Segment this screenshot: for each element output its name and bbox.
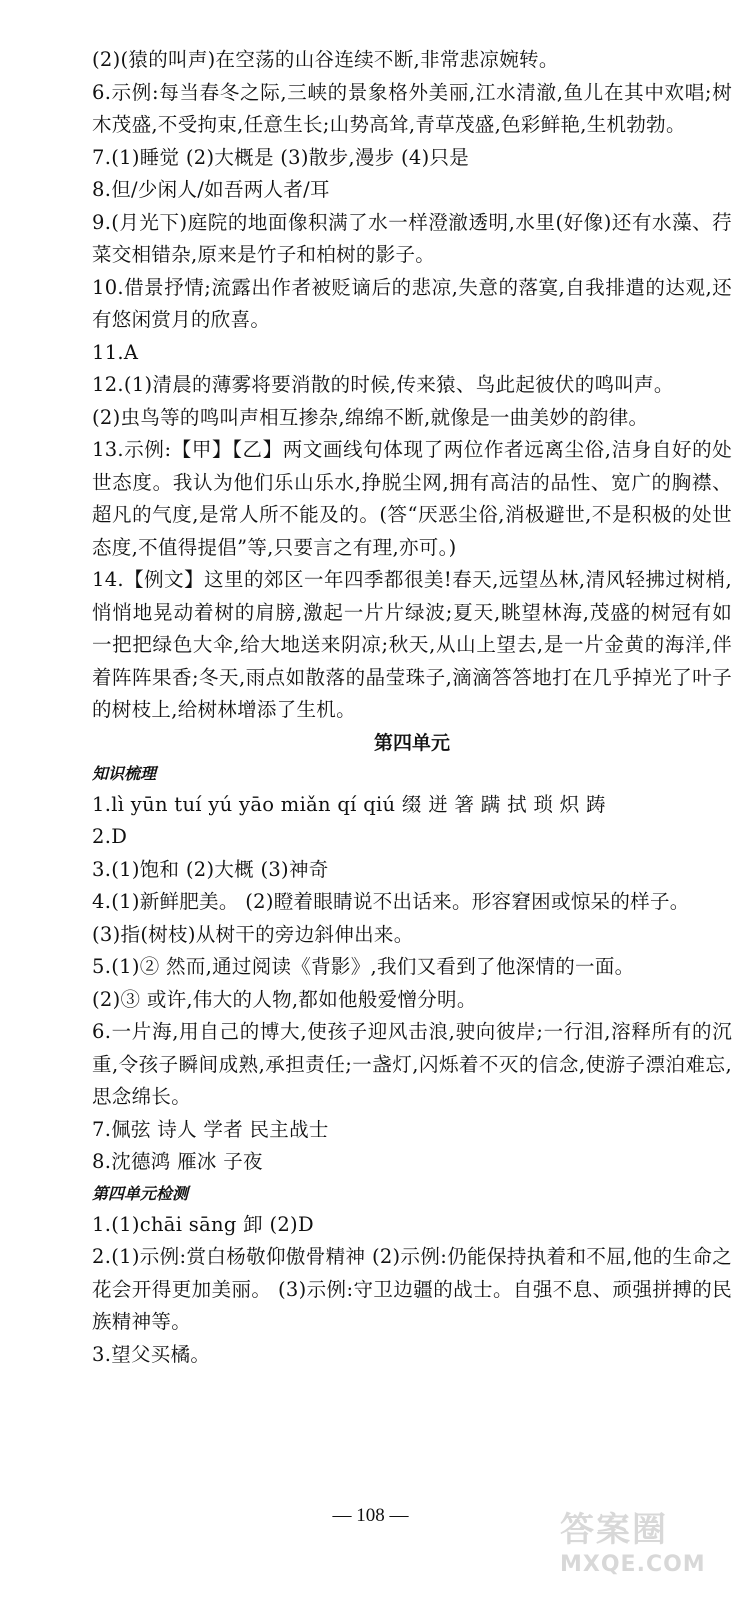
- answer-page: [92, 44, 732, 1371]
- unit-title: 第四单元: [373, 731, 450, 754]
- answer-line: 3.望父买橘。: [92, 1342, 211, 1366]
- answer-line: 11.A: [92, 340, 139, 364]
- answer-line: 12.(1)清晨的薄雾将要消散的时候,传来猿、鸟此起彼伏的鸣叫声。: [92, 373, 674, 396]
- answer-line: 3.(1)饱和 (2)大概 (3)神奇: [92, 857, 329, 881]
- answer-line: 2.(1)示例:赏白杨敬仰傲骨精神 (2)示例:仍能保持执着和不屈,他的生命之花会开得更加美丽。 (3)示例:守卫边疆的战士。自强不息、顽强拼搏的民族精神等。: [92, 1245, 732, 1333]
- answer-line: (2)虫鸟等的鸣叫声相互掺杂,绵绵不断,就像是一曲美妙的韵律。: [92, 405, 649, 429]
- section-heading: 第四单元检测: [92, 1183, 189, 1203]
- page-number: — 108 —: [332, 1505, 409, 1526]
- answer-line: 2.D: [92, 825, 128, 848]
- watermark-bottom: MXQE.COM: [560, 1552, 706, 1577]
- answer-line: 7.佩弦 诗人 学者 民主战士: [92, 1117, 329, 1141]
- answer-line: 6.一片海,用自己的博大,使孩子迎风击浪,驶向彼岸;一行泪,溶释所有的沉重,令孩子瞬间成熟,承担责任;一盏灯,闪烁着不灭的信念,使游子漂泊难忘,思念绵长。: [92, 1020, 732, 1108]
- answer-line: (3)指(树枝)从树干的旁边斜伸出来。: [92, 922, 414, 946]
- answer-line: 1.lì yūn tuí yú yāo miǎn qí qiú 缀 迸 箸 蹒 拭 琐 炽 踌: [92, 792, 606, 816]
- answer-line: 5.(1)② 然而,通过阅读《背影》,我们又看到了他深情的一面。: [92, 955, 635, 978]
- answer-line: 14.【例文】这里的郊区一年四季都很美!春天,远望丛林,清风轻拂过树梢,悄悄地晃动着树的肩膀,激起一片片绿波;夏天,眺望林海,茂盛的树冠有如一把把绿色大伞,给大地送来阴凉;秋天,从山上望去,是一片金黄的海洋,伴着阵阵果香;冬天,雨点如散落的晶莹珠子,滴滴答答地打在几乎掉光了叶子的树枝上,给树林增添了生机。: [92, 568, 732, 721]
- answer-line: 7.(1)睡觉 (2)大概是 (3)散步,漫步 (4)只是: [92, 145, 470, 169]
- watermark-top: 答案圈: [560, 1510, 668, 1550]
- answer-line: (2)(猿的叫声)在空荡的山谷连续不断,非常悲凉婉转。: [92, 48, 559, 71]
- answer-line: 9.(月光下)庭院的地面像积满了水一样澄澈透明,水里(好像)还有水藻、荇菜交相错杂,原来是竹子和柏树的影子。: [92, 210, 732, 266]
- answer-line: 4.(1)新鲜肥美。 (2)瞪着眼睛说不出话来。形容窘困或惊呆的样子。: [92, 890, 690, 913]
- answer-line: 8.但/少闲人/如吾两人者/耳: [92, 178, 330, 201]
- answer-line: 13.示例:【甲】【乙】两文画线句体现了两位作者远离尘俗,洁身自好的处世态度。我认为他们乐山乐水,挣脱尘网,拥有高洁的品性、宽广的胸襟、超凡的气度,是常人所不能及的。(答“厌恶尘俗,消极避世,不是积极的处世态度,不值得提倡”等,只要言之有理,亦可。): [92, 438, 732, 559]
- answer-line: (2)③ 或许,伟大的人物,都如他般爱憎分明。: [92, 987, 477, 1011]
- answer-line: 1.(1)chāi sāng 卸 (2)D: [92, 1212, 314, 1236]
- answer-line: 6.示例:每当春冬之际,三峡的景象格外美丽,江水清澈,鱼儿在其中欢唱;树木茂盛,不受拘束,任意生长;山势高耸,青草茂盛,色彩鲜艳,生机勃勃。: [92, 80, 732, 136]
- section-heading: 知识梳理: [92, 763, 157, 783]
- answer-line: 10.借景抒情;流露出作者被贬谪后的悲凉,失意的落寞,自我排遣的达观,还有悠闲赏月的欣喜。: [92, 275, 732, 331]
- answer-line: 8.沈德鸿 雁冰 子夜: [92, 1150, 263, 1173]
